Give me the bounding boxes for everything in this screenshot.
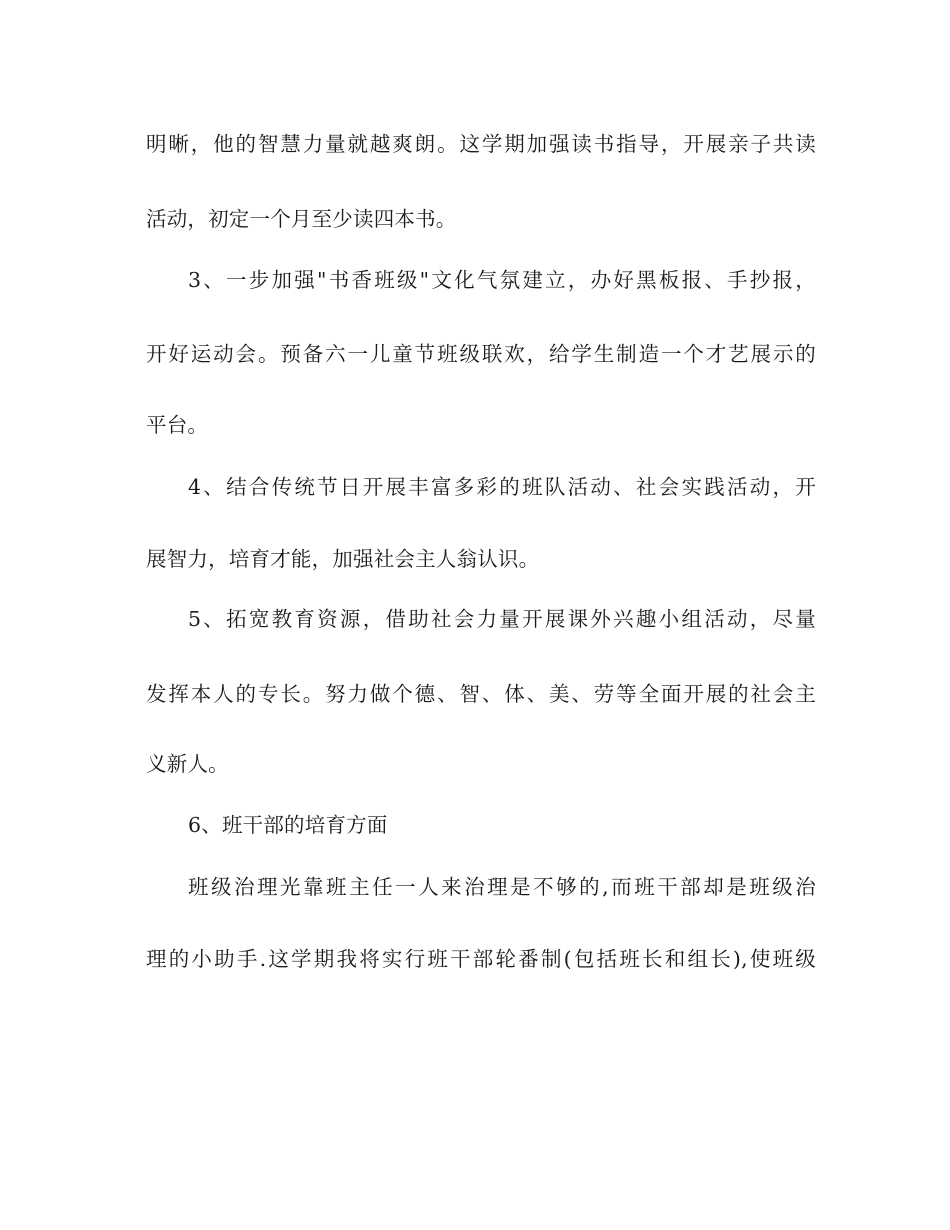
paragraph-line: 活动，初定一个月至少读四本书。: [146, 207, 457, 231]
section-heading: 6、班干部的培育方面: [188, 813, 388, 837]
paragraph-line: 发挥本人的专长。努力做个德、智、体、美、劳等全面开展的社会主: [146, 682, 816, 706]
paragraph-line: 5、拓宽教育资源，借助社会力量开展课外兴趣小组活动，尽量: [188, 607, 816, 631]
paragraph-line: 开好运动会。预备六一儿童节班级联欢，给学生制造一个才艺展示的: [146, 342, 816, 366]
paragraph-line: 展智力，培育才能，加强社会主人翁认识。: [146, 547, 540, 571]
paragraph-line: 4、结合传统节日开展丰富多彩的班队活动、社会实践活动，开: [188, 475, 816, 499]
paragraph-line: 义新人。: [146, 752, 229, 776]
paragraph-line: 班级治理光靠班主任一人来治理是不够的,而班干部却是班级治: [188, 875, 816, 899]
paragraph-line: 3、一步加强"书香班级"文化气氛建立，办好黑板报、手抄报，: [188, 268, 816, 292]
paragraph-line: 理的小助手.这学期我将实行班干部轮番制(包括班长和组长),使班级: [146, 947, 816, 971]
paragraph-line: 明晰，他的智慧力量就越爽朗。这学期加强读书指导，开展亲子共读: [146, 132, 816, 156]
paragraph-line: 平台。: [146, 413, 209, 437]
